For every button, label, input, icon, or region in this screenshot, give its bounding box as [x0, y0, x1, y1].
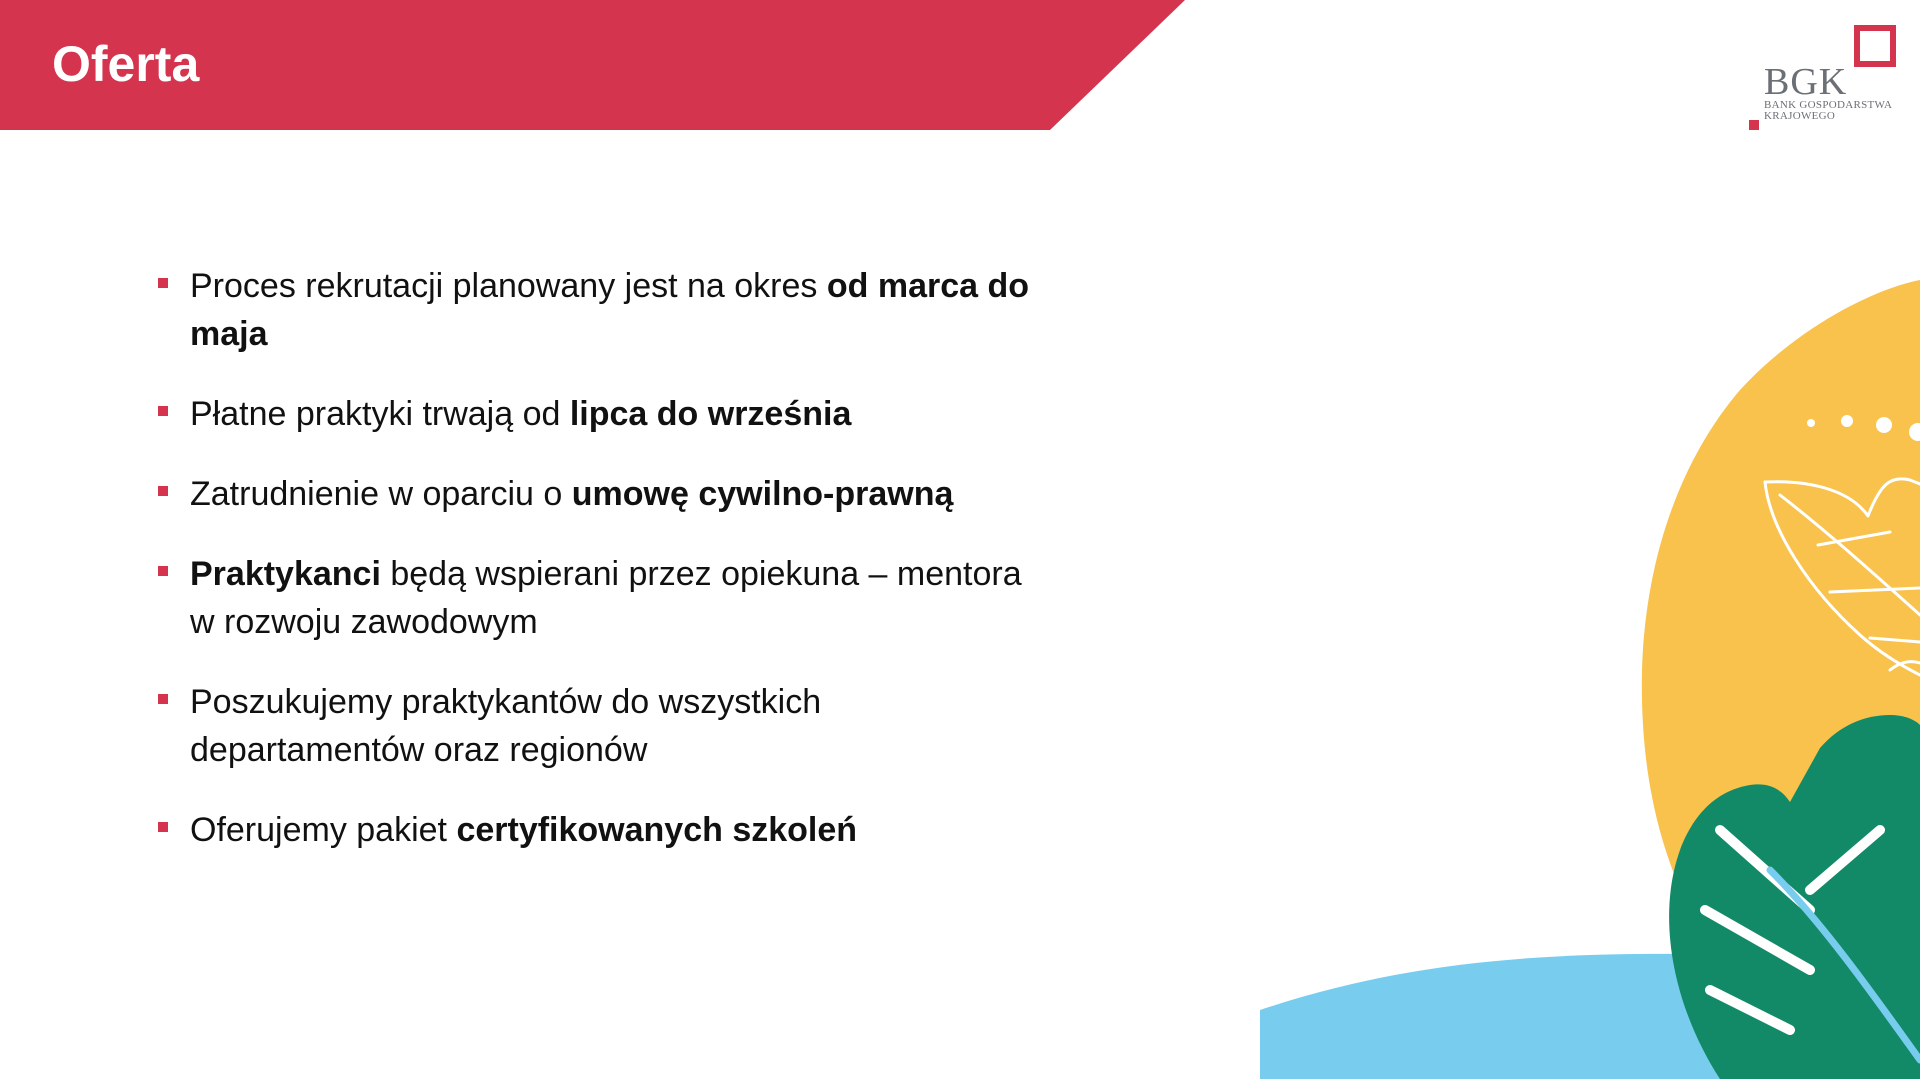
bullet-bold-text: od marca do maja [190, 267, 1030, 353]
bullet-text: Oferujemy pakiet [190, 811, 457, 849]
bullet-paid-internship [155, 390, 1035, 438]
decor-dot [1876, 417, 1892, 433]
bullet-bold-text: lipca do września [569, 395, 852, 433]
decor-dot [1841, 415, 1853, 427]
logo-dot-icon [1749, 120, 1759, 130]
bullet-bold-text: umowę cywilno-prawną [571, 475, 954, 513]
bullet-text: Zatrudnienie w oparciu o [190, 475, 572, 513]
bullet-bold-text: certyfikowanych szkoleń [456, 811, 858, 849]
bullet-certified-training [155, 806, 1035, 854]
slide-title: Oferta [52, 36, 200, 92]
bullet-departments-regions [155, 678, 1035, 774]
logo-wordmark: BGK [1764, 61, 1848, 103]
bullet-text: Poszukujemy praktykantów do wszystkich departamentów oraz regionów [190, 683, 822, 769]
decor-dot [1807, 419, 1815, 427]
bullet-text-after: będą wspierani przez opiekuna – mentora w rozwoju zawodowym [190, 555, 1022, 641]
tropical-decoration [1250, 270, 1920, 1079]
bullet-square-icon [158, 822, 168, 832]
bgk-logo [1742, 20, 1902, 135]
bullet-employment-contract [155, 470, 1035, 518]
bullet-square-icon [158, 694, 168, 704]
bullet-square-icon [158, 566, 168, 576]
logo-subtitle [1764, 100, 1914, 122]
logo-square-icon [1854, 25, 1896, 67]
bullet-square-icon [158, 406, 168, 416]
bullet-square-icon [158, 278, 168, 288]
offer-bullet-list [155, 262, 1035, 886]
bullet-text: Proces rekrutacji planowany jest na okres [190, 267, 827, 305]
bullet-recruitment-period [155, 262, 1035, 358]
bullet-text: Płatne praktyki trwają od [190, 395, 570, 433]
bullet-bold-text: Praktykanci [190, 555, 381, 593]
bullet-square-icon [158, 486, 168, 496]
bullet-mentoring [155, 550, 1035, 646]
logo-subtitle-line-1: BANK GOSPODARSTWA [1764, 99, 1893, 111]
logo-subtitle-line-2: KRAJOWEGO [1764, 110, 1836, 122]
